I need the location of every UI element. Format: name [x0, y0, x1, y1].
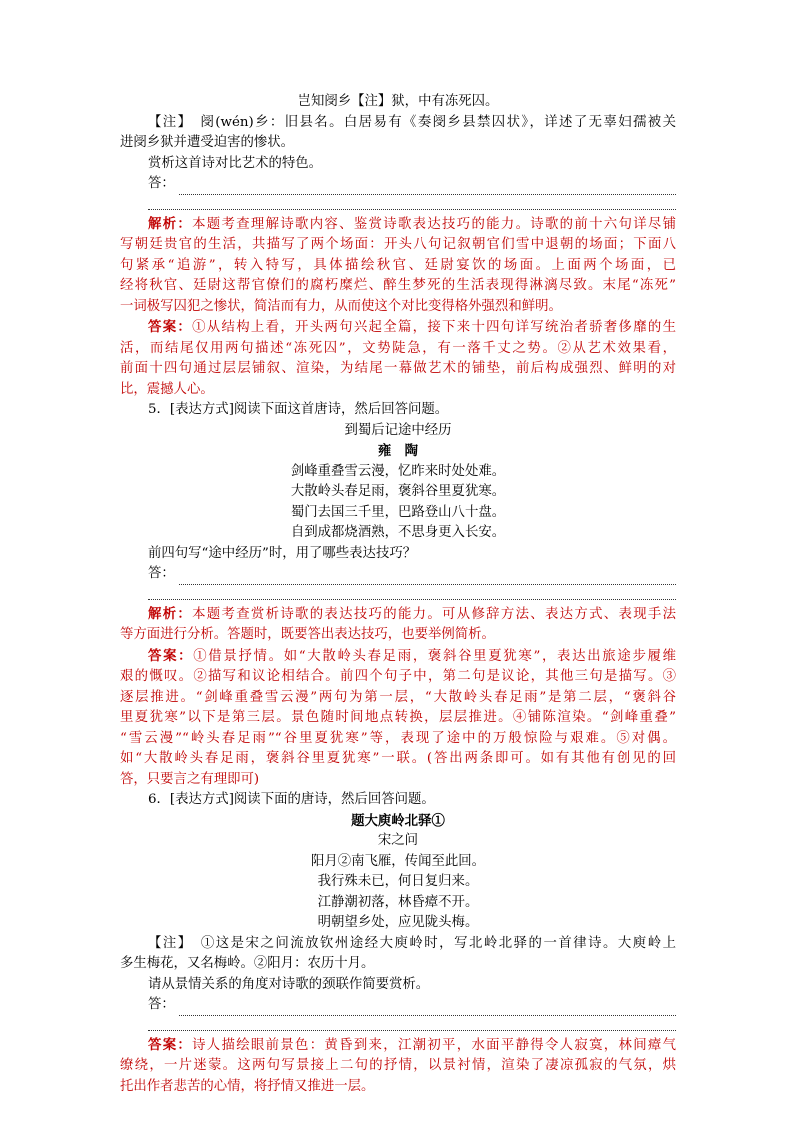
dotted-answer-line	[179, 1001, 676, 1016]
answer-text-line: 答，只要言之有理即可)	[120, 771, 260, 787]
question-text: 赏析这首诗对比艺术的特色。	[148, 155, 323, 171]
analysis-line: 解析：本题考查赏析诗歌的表达技巧的能力。可从修辞方法、表达方式、表现手法	[148, 605, 676, 622]
dotted-answer-line	[148, 1016, 676, 1031]
answer-text-line: 答案：①从结构上看，开头两句兴起全篇，接下来十四句详写统治者骄奢侈靡的生	[148, 319, 676, 335]
answer-key-label: 答案：	[148, 647, 194, 664]
poem-last-line: 岂知阌乡【注】狱，中有冻死囚。	[297, 94, 499, 109]
analysis-line: 一词极写囚犯之惨状，简洁而有力，从而使这个对比变得格外强烈和鲜明。	[120, 298, 562, 314]
dotted-answer-line	[148, 195, 676, 210]
analysis-line: 等方面进行分析。答题时，既要答出表达技巧，也要举例简析。	[120, 627, 495, 642]
answer-text-line: 托出作者悲苦的心情，将抒情又推进一层。	[120, 1078, 375, 1094]
poem-author: 宋之问	[377, 833, 419, 848]
note-line: 【注】 ①这是宋之问流放钦州途经大庾岭时，写北岭北驿的一首律诗。大庾岭上	[148, 935, 676, 951]
note-line: 进阌乡狱并遭受迫害的惨状。	[120, 135, 295, 150]
answer-text-line: 活，而结尾仅用两句描述“冻死囚”，文势陡急，有一落千丈之势。②从艺术效果看，	[120, 340, 676, 356]
answer-text-line: “雪云漫”“岭头春足雨”“谷里夏犹寒”等，表现了途中的万般惊险与艰难。⑤对偶。	[120, 730, 676, 746]
answer-label: 答：	[148, 566, 175, 581]
analysis-label: 解析：	[148, 215, 193, 232]
poem-line: 我行殊未已，何日复归来。	[317, 874, 479, 889]
analysis-label: 解析：	[148, 605, 193, 622]
answer-text-line: 答案：①借景抒情。如“大散岭头春足雨，褒斜谷里夏犹寒”，表达出旅途步履维	[148, 647, 676, 664]
answer-line	[148, 564, 676, 585]
answer-line	[148, 174, 676, 195]
answer-text-line: 答案：诗人描绘眼前景色：黄昏到来，江潮初平，水面平静得令人寂寞，林间瘴气	[148, 1036, 676, 1053]
answer-text-line: 艰的慨叹。②描写和议论相结合。前四个句子中，第二句是议论，其他三句是描写。③	[120, 669, 676, 684]
poem-line: 剑峰重叠雪云漫，忆昨来时处处难。	[290, 463, 506, 479]
question-text: 请从景情关系的角度对诗歌的颈联作简要赏析。	[148, 976, 430, 992]
answer-text-line: 比，震撼人心。	[120, 381, 214, 397]
poem-line: 自到成都烧酒熟，不思身更入长安。	[290, 525, 506, 540]
answer-line	[148, 995, 676, 1016]
question-stem: 5．[表达方式]阅读下面这首唐诗，然后回答问题。	[148, 402, 449, 417]
answer-label: 答：	[148, 997, 175, 1012]
note-line: 多生梅花，又名梅岭。②阳月：农历十月。	[120, 956, 375, 971]
answer-text-line: 逐层推进。“剑峰重叠雪云漫”两句为第一层，“大散岭头春足雨”是第二层，“褒斜谷	[120, 689, 676, 705]
answer-key-label: 答案：	[148, 319, 193, 335]
answer-text-line: 如“大散岭头春足雨，褒斜谷里夏犹寒”一联。(答出两条即可。如有其他有创见的回	[120, 751, 676, 766]
analysis-line: 写朝廷贵官的生活，共描写了两个场面：开头八句记叙朝官们雪中退朝的场面；下面八	[120, 237, 676, 252]
answer-key-label: 答案：	[148, 1036, 193, 1053]
answer-text-line: 缭绕，一片迷蒙。这两句写景接上二句的抒情，以景衬情，渲染了凄凉孤寂的气氛，烘	[120, 1058, 676, 1073]
dotted-answer-line	[148, 585, 676, 600]
poem-title: 题大庾岭北驿①	[351, 812, 445, 829]
poem-title: 到蜀后记途中经历	[344, 422, 452, 438]
poem-line: 江静潮初落，林昏瘴不开。	[317, 894, 479, 910]
answer-label: 答：	[148, 176, 175, 191]
note-line: 【注】 阌(wén)乡：旧县名。白居易有《奏阌乡县禁囚状》，详述了无辜妇孺被关	[148, 114, 676, 130]
question-text: 前四句写“途中经历”时，用了哪些表达技巧？	[148, 545, 417, 561]
analysis-line: 经将秋官、廷尉这帮官僚们的腐朽糜烂、醉生梦死的生活表现得淋漓尽致。末尾“冻死”	[120, 278, 676, 293]
dotted-answer-line	[179, 180, 676, 195]
question-stem: 6．[表达方式]阅读下面的唐诗，然后回答问题。	[148, 792, 435, 807]
analysis-line: 解析：本题考查理解诗歌内容、鉴赏诗歌表达技巧的能力。诗歌的前十六句详尽铺	[148, 215, 676, 232]
poem-line: 明朝望乡处，应见陇头梅。	[317, 915, 479, 930]
document-page	[120, 92, 676, 1097]
poem-line: 蜀门去国三千里，巴路登山八十盘。	[290, 504, 506, 520]
poem-line: 大散岭头春足雨，褒斜谷里夏犹寒。	[290, 484, 506, 499]
analysis-line: 句紧承“追游”，转入特写，具体描绘秋官、廷尉宴饮的场面。上面两个场面，已	[120, 257, 676, 273]
answer-text-line: 前面十四句通过层层铺叙、渲染，为结尾一幕做艺术的铺垫，前后构成强烈、鲜明的对	[120, 361, 676, 376]
answer-text-line: 里夏犹寒”以下是第三层。景色随时间地点转换，层层推进。④铺陈渲染。“剑峰重叠”	[120, 710, 676, 725]
poem-author: 雍 陶	[377, 443, 419, 459]
poem-line: 阳月②南飞雁，传闻至此回。	[310, 853, 486, 869]
dotted-answer-line	[179, 570, 676, 585]
